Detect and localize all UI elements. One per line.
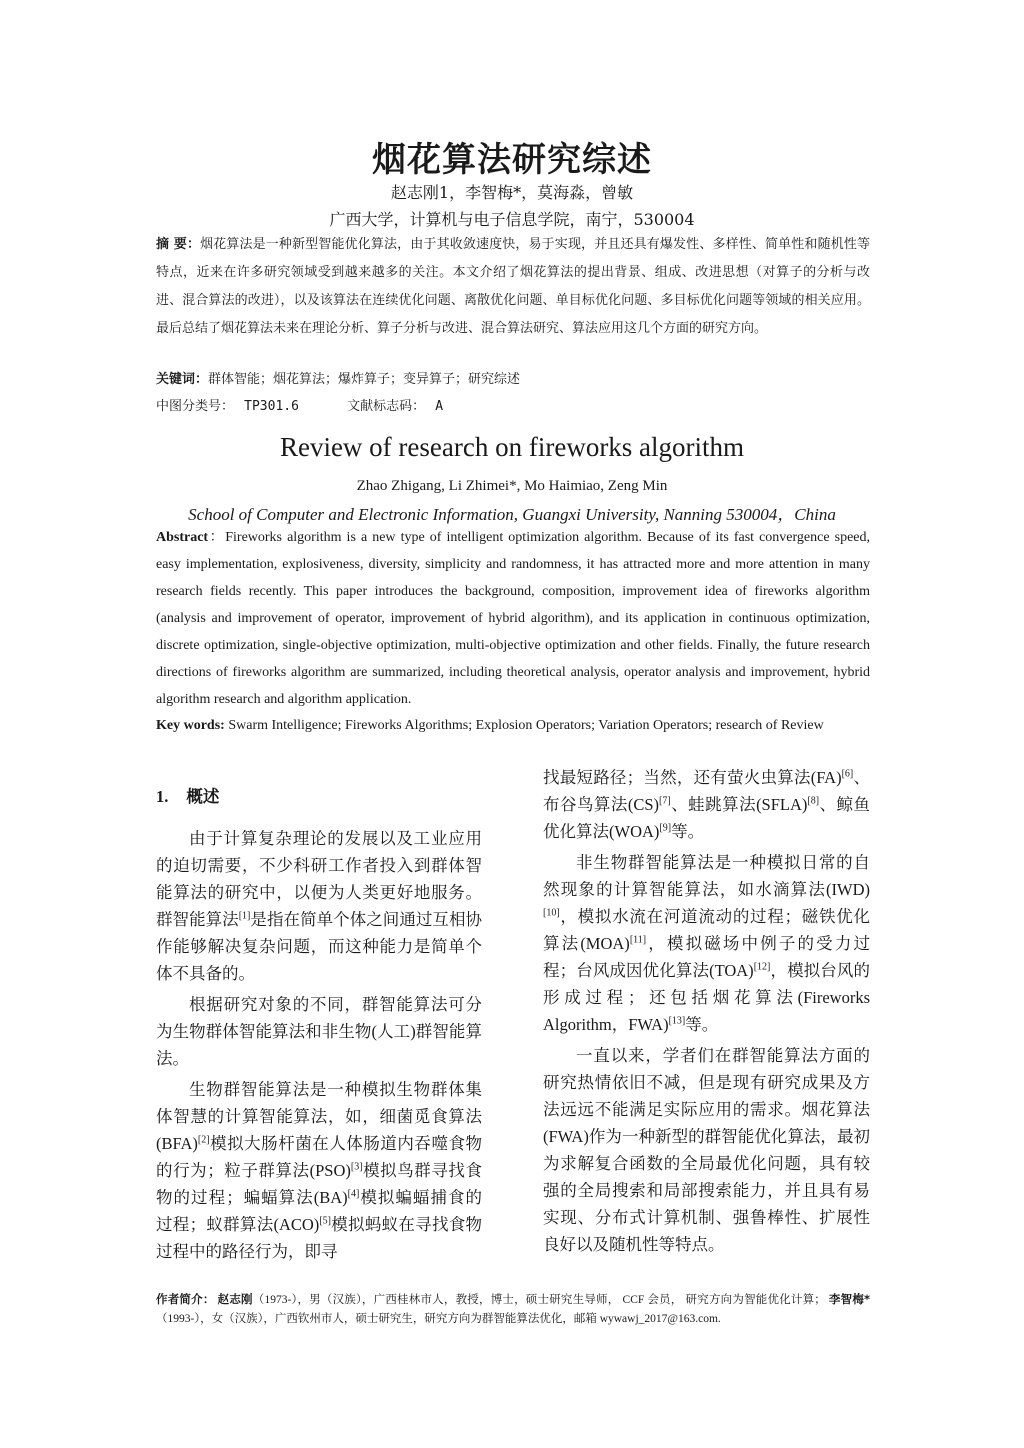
citation: [13] (668, 1015, 686, 1027)
keywords-label-cn: 关键词： (156, 372, 209, 387)
citation: [10] (543, 907, 560, 919)
citation: [2] (197, 1134, 210, 1146)
citation: [3] (350, 1161, 363, 1173)
paragraph-text: 模拟大肠杆菌在人体肠道内吞噬食物的行为；粒子群算法(PSO) (156, 1134, 482, 1180)
citation: [1] (238, 910, 251, 922)
paragraph-text: ，模拟台风的形成过程；还包括烟花算法(Fireworks Algorithm，FWA) (543, 961, 871, 1034)
paragraph-text: ，模拟磁场中例子的受力过程；台风成因优化算法(TOA) (543, 934, 870, 980)
paragraph (543, 764, 870, 845)
paragraph-text: 、布谷鸟算法(CS) (543, 768, 870, 814)
paragraph: 一直以来，学者们在群智能算法方面的研究热情依旧不减，但是现有研究成果及方法远远不能满足实际应用的需求。烟花算法(FWA)作为一种新型的群智能优化算法，最初为求解复合函数的全局最优化问题，具有较强的全局搜索和局部搜索能力，并且具有易实现、分布式计算机制、强鲁棒性、扩展性良好以及随机性等特点。 (543, 1046, 870, 1254)
paragraph-text: 等。 (685, 1015, 719, 1034)
abstract-label-en: Abstract (156, 530, 209, 545)
affiliation-en: School of Computer and Electronic Information, Guangxi University, Nanning 530004，China (188, 505, 836, 524)
paragraph (156, 825, 482, 987)
section-heading (156, 783, 237, 807)
citation: [11] (629, 934, 647, 946)
keywords-cn (156, 366, 870, 394)
keywords-en (156, 712, 870, 739)
doc-value: A (435, 399, 444, 414)
paper-title-cn: 烟花算法研究综述 (372, 140, 652, 180)
keywords-text-en: Swarm Intelligence; Fireworks Algorithms; Explosion Operators; Variation Operators; research of Review (228, 718, 824, 733)
paragraph: 根据研究对象的不同，群智能算法可分为生物群体智能算法和非生物(人工)群智能算法。 (156, 995, 482, 1068)
abstract-cn (156, 231, 870, 343)
citation: [7] (659, 795, 671, 807)
citation: [5] (319, 1215, 331, 1227)
body-left-column (156, 825, 482, 1269)
paragraph-text: 模拟鸟群寻找食物的过程；蝙蝠算法(BA) (156, 1161, 482, 1207)
authors-cn: 赵志刚1，李智梅*，莫海淼，曾敏 (390, 183, 634, 202)
paragraph-text: 、蛙跳算法(SFLA) (670, 795, 808, 814)
section-title: 概述 (186, 787, 220, 806)
citation: [9] (659, 822, 672, 834)
paragraph-text: 模拟蚂蚁在寻找食物过程中的路径行为，即寻 (156, 1215, 482, 1261)
paragraph (543, 849, 870, 1038)
section-number: 1. (156, 787, 169, 806)
clc-value: TP301.6 (244, 399, 299, 414)
paragraph-text: 等。 (671, 822, 705, 841)
footnote-author1: 赵志刚 (217, 1292, 253, 1306)
citation: [8] (807, 795, 820, 807)
paragraph-text: 、鲸鱼优化算法(WOA) (543, 795, 871, 841)
affiliation-cn: 广西大学，计算机与电子信息学院，南宁，530004 (329, 210, 695, 229)
paragraph-text: 找最短路径；当然，还有萤火虫算法(FA) (543, 768, 842, 787)
paragraph-text: 模拟蝙蝠捕食的过程；蚁群算法(ACO) (156, 1188, 482, 1234)
footnote-author1-info: （1973-），男（汉族），广西桂林市人，教授，博士，硕士研究生导师， CCF 会员， 研究方向为智能优化计算； (252, 1294, 826, 1306)
keywords-label-en: Key words: (156, 718, 225, 733)
body-right-column (543, 764, 870, 1262)
paragraph-text: 是指在简单个体之间通过互相协作能够解决复杂问题，而这种能力是简单个体不具备的。 (156, 910, 483, 983)
abstract-text-cn: 烟花算法是一种新型智能优化算法，由于其收敛速度快，易于实现，并且还具有爆发性、多样性、简单性和随机性等特点，近来在许多研究领域受到越来越多的关注。本文介绍了烟花算法的提出背景、组成、改进思想（对算子的分析与改进、混合算法的改进），以及该算法在连续优化问题、离散优化问题、单目标优化问题、多目标优化问题等领域的相关应用。最后总结了烟花算法未来在理论分析、算子分析与改进、混合算法研究、算法应用这几个方面的研究方向。 (156, 237, 870, 336)
abstract-sep-en: ： (208, 530, 226, 545)
paper-title-en: Review of research on fireworks algorithm (279, 432, 745, 462)
citation: [4] (347, 1188, 360, 1200)
paragraph (156, 1076, 482, 1265)
clc-label: 中图分类号： (156, 399, 235, 414)
paragraph-text: 由于计算复杂理论的发展以及工业应用的迫切需要，不少科研工作者投入到群体智能算法的研究中，以便为人类更好地服务。群智能算法 (156, 829, 482, 929)
authors-en: Zhao Zhigang, Li Zhimei*, Mo Haimiao, Zeng Min (356, 478, 668, 494)
footnote-author2: 李智梅* (828, 1292, 871, 1306)
abstract-label-cn: 摘 要： (156, 237, 201, 252)
classification-line (156, 393, 870, 421)
abstract-text-en: Fireworks algorithm is a new type of intelligent optimization algorithm. Because of its fast convergence speed, easy implementation, explosiveness, diversity, simplicity and randomness, it has attracted more and more attention in many research fields recently. This paper introduces the background, composition, improvement idea of fireworks algorithm (analysis and improvement of operator, improvement of hybrid algorithm), and its application in continuous optimization, discrete optimization, single-objective optimization, multi-objective optimization and other fields. Finally, the future research directions of fireworks algorithm are summarized, including theoretical analysis, operator analysis and improvement, hybrid algorithm research and algorithm application. (156, 530, 871, 707)
keywords-text-cn: 群体智能；烟花算法；爆炸算子；变异算子；研究综述 (208, 372, 521, 387)
author-footnote (156, 1290, 870, 1329)
doc-label: 文献标志码： (347, 399, 426, 414)
paragraph-text: 生物群智能算法是一种模拟生物群体集体智慧的计算智能算法，如，细菌觅食算法(BFA) (156, 1080, 482, 1153)
citation: [6] (841, 768, 854, 780)
paragraph-text: 非生物群智能算法是一种模拟日常的自然现象的计算智能算法，如水滴算法(IWD) (543, 853, 870, 899)
footnote-author2-info: （1993-），女（汉族），广西钦州市人，硕士研究生，研究方向为群智能算法优化，邮箱 wywawj_2017@163.com. (156, 1313, 721, 1325)
paragraph-text: ，模拟水流在河道流动的过程；磁铁优化算法(MOA) (543, 907, 870, 953)
abstract-en (156, 524, 870, 713)
citation: [12] (753, 961, 771, 973)
footnote-label: 作者简介： (156, 1292, 215, 1306)
